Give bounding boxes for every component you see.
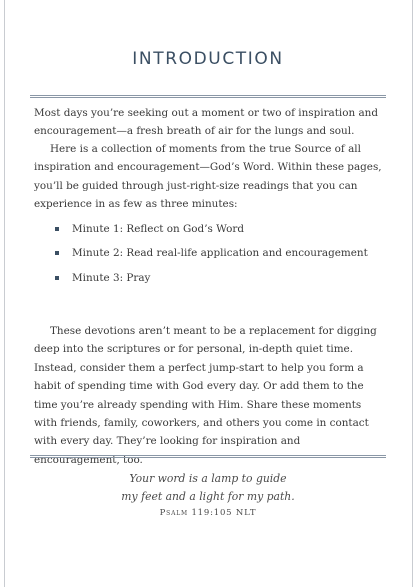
list-item-text: Minute 2: Read real-life application and encouragement (72, 247, 368, 260)
intro-paragraph-2: Here is a collection of moments from the true Source of all inspiration and encouragement—God’s Word. Within these pages, you’ll be guided through just-right-size readings that you can experience in as few as three minutes: (34, 143, 382, 211)
square-bullet-icon (55, 227, 59, 231)
square-bullet-icon (55, 276, 59, 280)
list-item-text: Minute 3: Pray (72, 271, 151, 284)
square-bullet-icon (55, 251, 59, 255)
intro-paragraph-3: These devotions aren’t meant to be a replacement for digging deep into the scriptures or for personal, in-depth quiet time. Instead, consider them a perfect jump-start to help you form a habit of spending time with God every day. Or add them to the time you’re already spending with Him. Share these moments with friends, family, coworkers, and others you come in contact with every day. They’re looking for inspiration and encouragement, too. (34, 325, 377, 466)
quote-line-1: Your word is a lamp to guide (129, 472, 287, 485)
list-item (72, 220, 372, 238)
list-item (72, 244, 372, 262)
bottom-divider (30, 455, 386, 458)
list-item-text: Minute 1: Reflect on God’s Word (72, 223, 244, 235)
page-title: INTRODUCTION (132, 49, 284, 69)
scripture-quote (0, 470, 416, 506)
scripture-reference: Psalm 119:105 NLT (159, 508, 257, 518)
list-item (72, 269, 372, 287)
intro-paragraph-1: Most days you’re seeking out a moment or two of inspiration and encouragement—a fresh breath of air for the lungs and soul. (34, 107, 379, 138)
minutes-list (72, 220, 372, 293)
top-divider (30, 95, 386, 98)
quote-line-2: my feet and a light for my path. (121, 490, 295, 503)
